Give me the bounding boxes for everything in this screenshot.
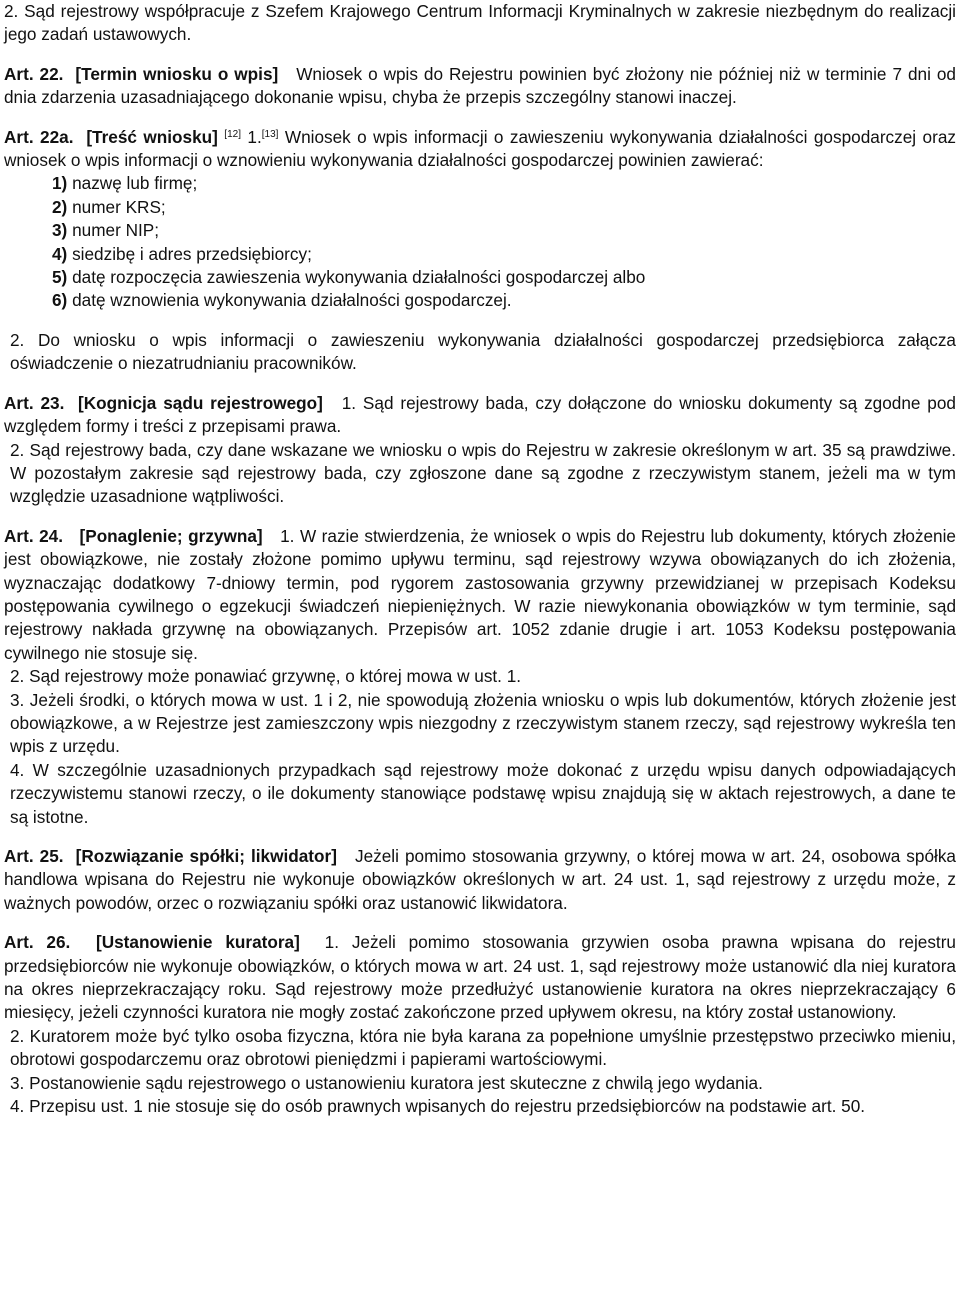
art23-paragraph-2: 2. Sąd rejestrowy bada, czy dane wskazane we wniosku o wpis do Rejestru w zakresie określonym w art. 35 są prawdziwe. W pozostałym zakresie sąd rejestrowy bada, czy zgłoszone dane są zgodne z rzeczywistym stanem, jeżeli ma w tym względzie uzasadnione wątpliwości. [10,439,956,507]
art22a-heading: [Treść wniosku] [86,126,218,147]
list-item [52,289,956,312]
list-item [52,266,956,289]
art22a-paragraph-1 [4,126,956,173]
art24-paragraph-3: 3. Jeżeli środki, o których mowa w ust. 1 i 2, nie spowodują złożenia wniosku o wpis lub dokumentów, których złożenie jest obowiązkowe, a w Rejestrze jest zamieszczony wpis niezgodny z rzeczywistym stanem rzeczy, sąd rejestrowy wykreśla ten wpis z urzędu. [10,689,956,757]
list-item-number: 4) [52,243,68,264]
list-item-text: datę rozpoczęcia zawieszenia wykonywania działalności gospodarczej albo [72,267,646,288]
footnote-ref-13[interactable]: [13] [261,128,279,140]
list-item-number: 5) [52,267,68,288]
art25 [4,845,956,915]
art21-paragraph-2: 2. Sąd rejestrowy współpracuje z Szefem Krajowego Centrum Informacji Kryminalnych w zakresie niezbędnym do realizacji jego zadań ustawowych. [4,1,956,45]
art26-paragraph-2: 2. Kuratorem może być tylko osoba fizyczna, która nie była karana za popełnione umyślnie przestępstwo przeciwko mieniu, obrotowi gospodarczemu oraz obrotowi pieniędzmi i papierami wartościowymi. [10,1025,956,1070]
list-item-number: 6) [52,290,68,311]
art22a-p1-number: 1. [247,126,262,147]
art26-paragraph-4: 4. Przepisu ust. 1 nie stosuje się do osób prawnych wpisanych do rejestru przedsiębiorców na podstawie art. 50. [10,1096,866,1117]
art25-text: Jeżeli pomimo stosowania grzywny, o której mowa w art. 24, osobowa spółka handlowa wpisana do Rejestru nie wykonuje obowiązków określonych w art. 24 ust. 1, sąd rejestrowy z urzędu może, z ważnych powodów, orzec o rozwiązaniu spółki oraz ustanowić likwidatora. [4,846,956,913]
art22a-paragraph-2: 2. Do wniosku o wpis informacji o zawieszeniu wykonywania działalności gospodarczej przedsiębiorca załącza oświadczenie o niezatrudnianiu pracowników. [10,329,956,374]
list-item [52,172,956,195]
art24-heading: [Ponaglenie; grzywna] [79,525,263,546]
list-item-number: 2) [52,196,68,217]
art25-number: Art. 25. [4,846,64,866]
art25-heading: [Rozwiązanie spółki; likwidator] [75,846,337,866]
list-item-text: nazwę lub firmę; [72,173,198,194]
list-item-number: 3) [52,220,68,241]
list-item [52,196,956,219]
list-item-text: datę wznowienia wykonywania działalności gospodarczej. [72,290,512,311]
list-item [52,219,956,242]
art26-heading: [Ustanowienie kuratora] [95,932,300,953]
art23-heading: [Kognicja sądu rejestrowego] [78,392,323,413]
list-item-text: numer NIP; [72,220,159,241]
art26-paragraph-3: 3. Postanowienie sądu rejestrowego o ustanowieniu kuratora jest skuteczne z chwilą jego wydania. [10,1072,763,1093]
art22a-number: Art. 22a. [4,126,74,147]
art22-heading: [Termin wniosku o wpis] [75,63,279,84]
art24-number: Art. 24. [4,525,63,546]
art24 [4,525,956,665]
art23 [4,392,956,439]
art26-number: Art. 26. [4,932,71,953]
art22-text: Wniosek o wpis do Rejestru powinien być złożony nie później niż w terminie 7 dni od dnia zdarzenia uzasadniającego dokonanie wpisu, chyba że przepis szczególny stanowi inaczej. [4,63,956,108]
art22 [4,63,956,110]
art22a-item-list [4,172,956,312]
list-item-text: numer KRS; [72,196,166,217]
art24-paragraph-1: 1. W razie stwierdzenia, że wniosek o wpis do Rejestru lub dokumenty, których złożenie jest obowiązkowe, nie zostały złożone pomimo upływu terminu, sąd rejestrowy wzywa obowiązanych do ich złożenia, wyznaczając dodatkowy 7-dniowy termin, pod rygorem zastosowania grzywny przewidzianej w przepisach Kodeksu postępowania cywilnego o egzekucji świadczeń niepieniężnych. W razie niewykonania obowiązków w tym terminie, sąd rejestrowy nakłada grzywnę na obowiązanych. Przepisów art. 1052 zdanie drugie i art. 1053 Kodeksu postępowania cywilnego nie stosuje się. [4,525,956,663]
list-item [52,243,956,266]
footnote-ref-12[interactable]: [12] [224,128,241,140]
art23-paragraph-1: 1. Sąd rejestrowy bada, czy dołączone do wniosku dokumenty są zgodne pod względem formy i treści z przepisami prawa. [4,392,956,437]
art22-number: Art. 22. [4,63,64,84]
art24-paragraph-4: 4. W szczególnie uzasadnionych przypadkach sąd rejestrowy może dokonać z urzędu wpisu danych odpowiadających rzeczywistemu stanowi rzeczy, o ile dokumenty stanowiące podstawę wpisu znajdują się w aktach rejestrowych, a dane te są istotne. [10,759,956,827]
art23-number: Art. 23. [4,392,65,413]
art26-paragraph-1: 1. Jeżeli pomimo stosowania grzywien osoba prawna wpisana do rejestru przedsiębiorców nie wykonuje obowiązków, o których mowa w art. 24 ust. 1, sąd rejestrowy może ustanowić dla niej kuratora na okres nieprzekraczający roku. Sąd rejestrowy może przedłużyć ustanowienie kuratora na okres nieprzekraczający 6 miesięcy, jeżeli czynności kuratora nie mogły zostać zakończone przed upływem okresu, na który został ustanowiony. [4,932,956,1023]
list-item-text: siedzibę i adres przedsiębiorcy; [72,243,312,264]
art22a-p1-text: Wniosek o wpis informacji o zawieszeniu wykonywania działalności gospodarczej oraz wniosek o wpis informacji o wznowieniu wykonywania działalności gospodarczej powinien zawierać: [4,126,956,171]
art24-paragraph-2: 2. Sąd rejestrowy może ponawiać grzywnę, o której mowa w ust. 1. [10,666,522,687]
art26 [4,931,956,1025]
list-item-number: 1) [52,173,68,194]
